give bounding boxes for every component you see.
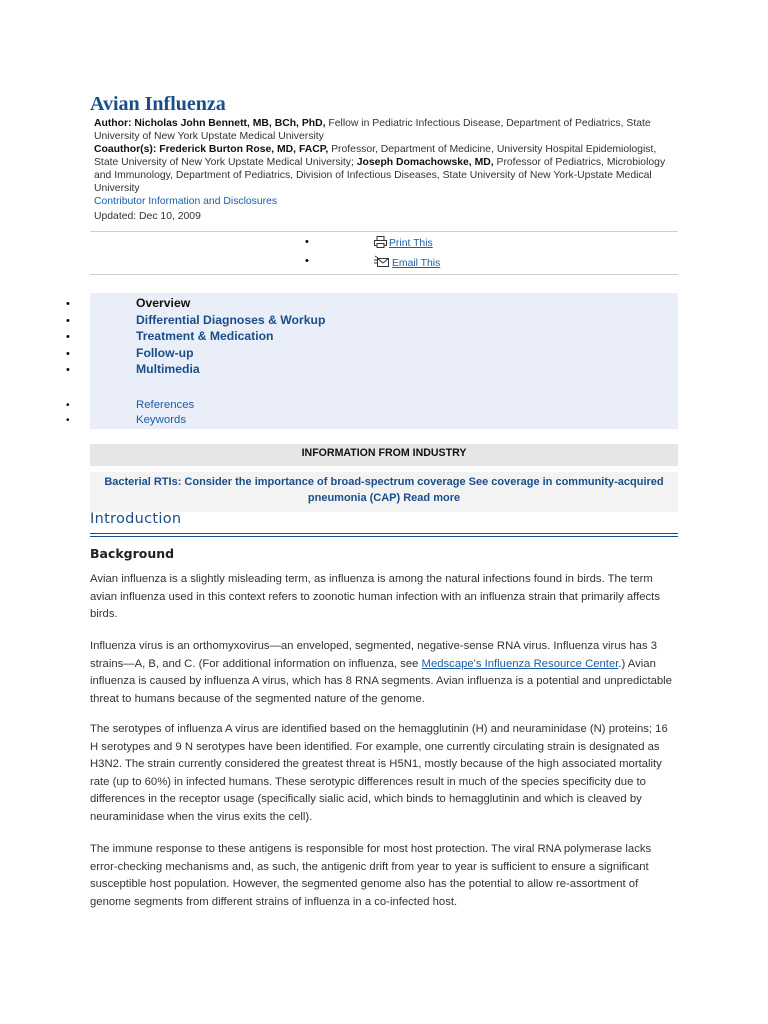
paragraph: The serotypes of influenza A virus are identified based on the hemagglutinin (H) and neuraminidase (N) proteins; 16 H serotypes and 9 N serotypes have been identified. For example, one currently circulating strain is designated as H3N2. The strain currently considered the greatest threat is H5N1, mostly because of the high associated mortality rate (up to 60%) in infected humans. These serotypic differences result in much of the species specificity due to differences in the receptor usage (specifically sialic acid, which binds to hemagglutinin and which is cleaved by neuraminidase when the virus exits the cell). bbox=[90, 723, 668, 823]
page-title: Avian Influenza bbox=[90, 93, 226, 115]
bullet: • bbox=[305, 255, 309, 267]
nav-item-label: Multimedia bbox=[136, 362, 200, 376]
nav-item-keywords[interactable] bbox=[66, 414, 678, 429]
nav-item-references[interactable] bbox=[66, 399, 678, 414]
paragraph-text: .) Avian influenza is caused by influenza A virus, which has 8 RNA segments. Avian influenza is a potential and unpredictable threat to humans because of the segmented nature of the genome. bbox=[90, 657, 672, 705]
nav-item-label: References bbox=[136, 399, 195, 411]
print-label: Print This bbox=[389, 238, 433, 249]
nav-item-label: Follow-up bbox=[136, 345, 194, 360]
email-label: Email This bbox=[392, 257, 441, 269]
bullet: • bbox=[66, 298, 70, 310]
paragraph-text: Influenza virus is an orthomyxovirus—an enveloped, segmented, negative-sense RNA virus. Influenza virus has 3 strains—A, B, and C. (For additional information on influenza, see bbox=[90, 640, 658, 670]
email-button[interactable] bbox=[374, 255, 440, 271]
author-block bbox=[94, 117, 678, 208]
coauthor1-name: Frederick Burton Rose, MD, FACP, bbox=[159, 144, 329, 155]
bullet: • bbox=[66, 331, 70, 343]
email-icon bbox=[374, 255, 392, 271]
coauthor1-affiliation: Professor, Department of Medicine, University Hospital Epidemiologist, State University of New York Upstate Medical University; bbox=[94, 144, 657, 168]
paragraph bbox=[90, 638, 678, 708]
heading-rule bbox=[90, 536, 678, 537]
bullet: • bbox=[66, 400, 70, 411]
nav-item-overview[interactable] bbox=[66, 296, 678, 313]
subsection-heading: Background bbox=[90, 546, 175, 561]
industry-heading: INFORMATION FROM INDUSTRY bbox=[90, 444, 678, 466]
disclosures-link[interactable]: Contributor Information and Disclosures bbox=[94, 196, 278, 207]
nav-item-label: Treatment & Medication bbox=[136, 329, 274, 343]
section-nav bbox=[66, 293, 678, 429]
paragraph: Avian influenza is a slightly misleading term, as influenza is among the natural infections found in birds. The term avian influenza used in this context refers to zoonotic human infection with an influenza strain that primarily affects birds. bbox=[90, 573, 660, 621]
nav-item-label: Overview bbox=[136, 296, 191, 310]
nav-item-differential-diagnoses[interactable] bbox=[66, 312, 678, 330]
industry-ad-link[interactable]: Bacterial RTIs: Consider the importance of broad-spectrum coverage See coverage in community-acquired pneumonia (CAP) Read more bbox=[90, 472, 678, 512]
author-affiliation: Fellow in Pediatric Infectious Disease, Department of Pediatrics, State University of New York Upstate Medical University bbox=[94, 118, 651, 142]
author-name: Nicholas John Bennett, MB, BCh, PhD, bbox=[134, 118, 326, 129]
print-button[interactable] bbox=[374, 236, 433, 251]
coauthor-label: Coauthor(s): bbox=[94, 144, 157, 155]
bullet: • bbox=[66, 347, 70, 360]
nav-item-follow-up[interactable] bbox=[66, 345, 678, 363]
author-label: Author: bbox=[94, 118, 132, 129]
influenza-resource-link[interactable]: Medscape's Influenza Resource Center bbox=[421, 657, 619, 670]
updated-date: Updated: Dec 10, 2009 bbox=[94, 211, 201, 222]
nav-item-multimedia[interactable] bbox=[66, 362, 678, 379]
coauthor2-name: Joseph Domachowske, MD, bbox=[356, 157, 494, 168]
heading-rule bbox=[90, 533, 678, 534]
bullet: • bbox=[66, 415, 70, 426]
coauthor2-affiliation: Professor of Pediatrics, Microbiology and Immunology, Department of Pediatrics, Division of Infectious Diseases, State University of New York-Upstate Medical University bbox=[94, 157, 666, 194]
nav-item-label: Keywords bbox=[136, 414, 187, 426]
divider bbox=[90, 274, 678, 275]
bullet: • bbox=[305, 236, 309, 248]
paragraph: The immune response to these antigens is responsible for most host protection. The viral RNA polymerase lacks error-checking mechanisms and, as such, the antigenic drift from year to year is sufficient to ensure a significant susceptible host population. However, the segmented genome also has the potential to allow re-assortment of genome segments from different strains of influenza in a co-infected host. bbox=[90, 843, 652, 908]
section-nav-sub bbox=[66, 399, 678, 429]
bullet: • bbox=[66, 314, 70, 327]
section-nav-main bbox=[66, 296, 678, 379]
printer-icon bbox=[374, 236, 389, 251]
nav-item-treatment[interactable] bbox=[66, 329, 678, 346]
nav-item-label: Differential Diagnoses & Workup bbox=[136, 312, 326, 327]
divider bbox=[90, 231, 678, 232]
bullet: • bbox=[66, 364, 70, 376]
section-heading: Introduction bbox=[90, 511, 182, 527]
